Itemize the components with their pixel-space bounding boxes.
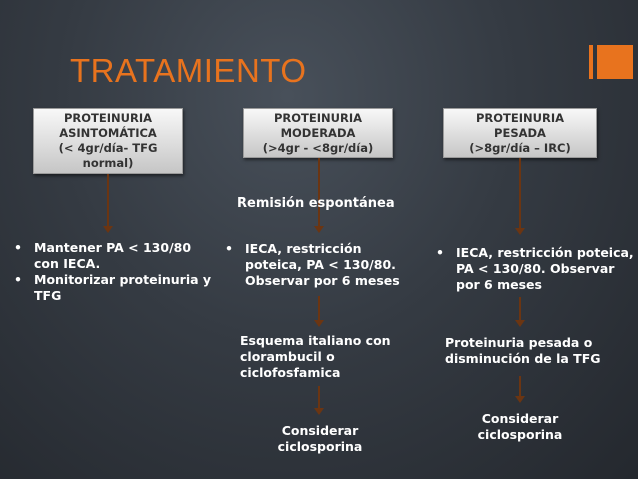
arrow-col2-head-3 [314,408,324,415]
accent-bar-thin [589,45,593,79]
box-line: (>8gr/día – IRC) [469,140,571,155]
box-line: MODERADA [280,125,356,140]
col3-step2-text: Proteinuria pesada o disminución de la TFG [445,335,601,366]
arrow-col2-line-1 [318,158,320,228]
box-proteinuria-asintomatica [33,108,183,174]
arrow-col2-line-2 [318,296,320,322]
list-item: • Monitorizar proteinuria y TFG [14,272,214,304]
box-proteinuria-moderada [243,108,393,158]
col3-bullet-list [436,245,636,293]
box-line: ASINTOMÁTICA [59,126,157,140]
remision-espontanea-label: Remisión espontánea [237,196,395,211]
arrow-col3-head-2 [515,320,525,327]
list-item: • IECA, restricción poteica, PA < 130/80. Observar por 6 meses [436,245,636,293]
arrow-col3-head-3 [515,396,525,403]
box-line: PROTEINURIA [475,110,565,125]
box-line: PROTEINURIA [63,111,153,125]
arrow-col2-line-3 [318,386,320,410]
col1-bullet-list [14,240,214,304]
col2-bullet-list [225,241,415,289]
arrow-col3-line-2 [519,297,521,322]
box-line: PESADA [494,125,546,140]
box-line: normal) [82,156,134,170]
col2-step3-text: Considerar ciclosporina [277,423,363,454]
col3-step3-text: Considerar ciclosporina [477,411,563,442]
arrow-col3-line-1 [519,158,521,230]
list-item: • Mantener PA < 130/80 con IECA. [14,240,214,272]
col2-step2-text: Esquema italiano con clorambucil o ciclofosfamica [240,333,391,380]
arrow-col2-head-1 [314,226,324,233]
box-line: (>4gr - <8gr/día) [262,140,374,155]
arrow-col1-line [107,174,109,228]
arrow-col2-head-2 [314,320,324,327]
slide-title: TRATAMIENTO [70,52,307,89]
box-proteinuria-pesada [443,108,597,158]
box-line: PROTEINURIA [273,110,363,125]
box-line: (< 4gr/día- TFG [58,141,158,155]
arrow-col3-line-3 [519,376,521,398]
list-item: • IECA, restricción poteica, PA < 130/80. Observar por 6 meses [225,241,415,289]
arrow-col3-head-1 [515,228,525,235]
arrow-col1-head [103,226,113,233]
accent-bar-thick [597,45,633,79]
